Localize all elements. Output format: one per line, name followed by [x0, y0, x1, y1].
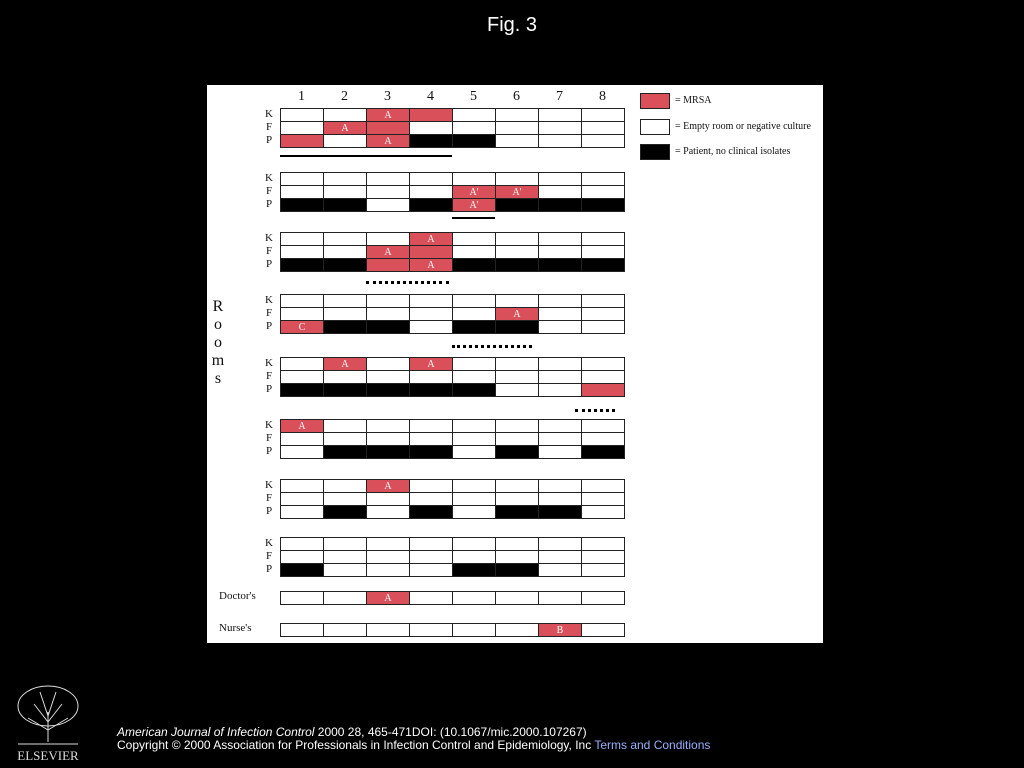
- room-cell: [323, 370, 367, 384]
- room-cell: [495, 432, 539, 446]
- room-cell: [323, 419, 367, 433]
- row-label: K: [265, 479, 273, 491]
- room-cell: [280, 185, 324, 199]
- room-cell: [280, 563, 324, 577]
- row-label: F: [265, 550, 273, 562]
- room-cell: [323, 108, 367, 122]
- room-cell: [323, 432, 367, 446]
- row-label: P: [265, 563, 273, 575]
- room-cell: [452, 550, 496, 564]
- room-cell: [452, 537, 496, 551]
- room-cell: [366, 432, 410, 446]
- legend-swatch-patient: [640, 144, 670, 160]
- room-cell: [409, 445, 453, 459]
- room-cell: [366, 370, 410, 384]
- room-cell: A': [452, 198, 496, 212]
- column-number: 4: [427, 89, 434, 104]
- terms-link[interactable]: Terms and Conditions: [591, 738, 711, 752]
- room-cell: [495, 232, 539, 246]
- room-cell: [280, 357, 324, 371]
- room-cell: [409, 307, 453, 321]
- room-cell: A': [452, 185, 496, 199]
- room-cell: A: [366, 245, 410, 259]
- legend-swatch-mrsa: [640, 93, 670, 109]
- room-cell: [323, 245, 367, 259]
- staff-cell: [409, 623, 453, 637]
- row-label: K: [265, 232, 273, 244]
- room-cell: [409, 419, 453, 433]
- room-cell: [581, 479, 625, 493]
- room-cell: [452, 245, 496, 259]
- room-cell: [538, 258, 582, 272]
- room-cell: [366, 563, 410, 577]
- room-cell: [366, 258, 410, 272]
- room-cell: [581, 134, 625, 148]
- staff-cell: [280, 623, 324, 637]
- room-cell: [409, 479, 453, 493]
- room-cell: [280, 537, 324, 551]
- citation-text: 2000 28, 465-471DOI: (10.1067/mic.2000.107267): [314, 725, 587, 739]
- room-cell: [538, 185, 582, 199]
- room-cell: [452, 121, 496, 135]
- room-cell: [280, 172, 324, 186]
- room-cell: A: [280, 419, 324, 433]
- column-number: 5: [470, 89, 477, 104]
- room-cell: [409, 172, 453, 186]
- spread-underline: [366, 281, 449, 284]
- room-cell: [452, 172, 496, 186]
- room-cell: [323, 198, 367, 212]
- room-cell: [366, 294, 410, 308]
- room-cell: [495, 198, 539, 212]
- room-cell: [366, 357, 410, 371]
- row-label: F: [265, 307, 273, 319]
- room-cell: A: [495, 307, 539, 321]
- rooms-axis-label: [210, 298, 226, 388]
- room-cell: [409, 505, 453, 519]
- room-cell: [538, 294, 582, 308]
- room-cell: [409, 370, 453, 384]
- room-cell: [280, 258, 324, 272]
- room-cell: [323, 258, 367, 272]
- room-cell: [323, 563, 367, 577]
- spread-underline: [452, 345, 532, 348]
- room-cell: [495, 121, 539, 135]
- room-cell: [452, 445, 496, 459]
- row-label: F: [265, 432, 273, 444]
- room-cell: [452, 563, 496, 577]
- room-cell: A: [366, 134, 410, 148]
- room-cell: [280, 307, 324, 321]
- room-cell: [280, 492, 324, 506]
- room-cell: [538, 108, 582, 122]
- room-cell: [495, 370, 539, 384]
- room-cell: [495, 563, 539, 577]
- staff-cell: [495, 591, 539, 605]
- room-cell: [280, 505, 324, 519]
- figure-panel: [207, 85, 823, 643]
- room-cell: [581, 294, 625, 308]
- room-cell: A: [409, 258, 453, 272]
- room-cell: [538, 550, 582, 564]
- room-cell: [581, 258, 625, 272]
- staff-cell: [538, 591, 582, 605]
- room-cell: [581, 320, 625, 334]
- staff-label: Doctor's: [219, 590, 256, 602]
- legend-label: = Empty room or negative culture: [675, 121, 811, 132]
- room-cell: [280, 198, 324, 212]
- column-number: 1: [298, 89, 305, 104]
- row-label: P: [265, 505, 273, 517]
- spread-underline: [280, 155, 452, 157]
- spread-underline: [575, 409, 615, 412]
- room-cell: [323, 550, 367, 564]
- room-cell: [538, 172, 582, 186]
- room-cell: [452, 419, 496, 433]
- room-cell: [581, 198, 625, 212]
- room-cell: [581, 550, 625, 564]
- room-cell: [495, 419, 539, 433]
- staff-cell: [495, 623, 539, 637]
- room-cell: [495, 492, 539, 506]
- room-cell: [538, 121, 582, 135]
- staff-cell: [366, 623, 410, 637]
- room-cell: [280, 294, 324, 308]
- row-label: P: [265, 198, 273, 210]
- room-cell: [323, 537, 367, 551]
- copyright-text: Copyright © 2000 Association for Professionals in Infection Control and Epidemiology, Inc: [117, 738, 592, 752]
- room-cell: [581, 307, 625, 321]
- room-cell: [366, 492, 410, 506]
- room-cell: [280, 134, 324, 148]
- row-label: K: [265, 357, 273, 369]
- rooms-label-letter: o: [214, 316, 222, 333]
- room-cell: A: [366, 108, 410, 122]
- room-cell: [581, 492, 625, 506]
- room-cell: [452, 370, 496, 384]
- room-cell: [280, 383, 324, 397]
- room-cell: [323, 172, 367, 186]
- staff-cell: [581, 591, 625, 605]
- room-cell: [280, 479, 324, 493]
- room-cell: [409, 121, 453, 135]
- rooms-label-letter: s: [214, 370, 222, 387]
- room-cell: [538, 307, 582, 321]
- room-cell: [323, 185, 367, 199]
- room-cell: [538, 370, 582, 384]
- room-cell: [366, 550, 410, 564]
- room-cell: [323, 505, 367, 519]
- room-cell: [495, 479, 539, 493]
- staff-cell: [323, 623, 367, 637]
- column-number: 3: [384, 89, 391, 104]
- room-cell: [538, 432, 582, 446]
- room-cell: [409, 563, 453, 577]
- room-cell: [495, 294, 539, 308]
- legend-label: = Patient, no clinical isolates: [675, 146, 791, 157]
- room-cell: [538, 492, 582, 506]
- room-cell: [323, 134, 367, 148]
- room-cell: [452, 432, 496, 446]
- room-cell: [452, 479, 496, 493]
- room-cell: [366, 383, 410, 397]
- room-cell: A: [366, 479, 410, 493]
- room-cell: [452, 505, 496, 519]
- staff-cell: [452, 623, 496, 637]
- room-cell: [495, 445, 539, 459]
- room-cell: [409, 537, 453, 551]
- room-cell: A: [323, 121, 367, 135]
- row-label: K: [265, 172, 273, 184]
- room-cell: [323, 307, 367, 321]
- room-cell: [323, 479, 367, 493]
- room-cell: [323, 492, 367, 506]
- column-number: 8: [599, 89, 606, 104]
- room-cell: [452, 383, 496, 397]
- room-cell: [452, 357, 496, 371]
- room-cell: [409, 294, 453, 308]
- room-cell: [538, 505, 582, 519]
- room-cell: [538, 232, 582, 246]
- room-cell: [366, 307, 410, 321]
- room-cell: [323, 445, 367, 459]
- room-cell: [280, 245, 324, 259]
- room-cell: [366, 505, 410, 519]
- room-cell: [581, 370, 625, 384]
- row-label: P: [265, 320, 273, 332]
- room-cell: [581, 505, 625, 519]
- room-cell: [581, 108, 625, 122]
- room-cell: [409, 550, 453, 564]
- column-number: 7: [556, 89, 563, 104]
- staff-cell: A: [366, 591, 410, 605]
- row-label: F: [265, 492, 273, 504]
- rooms-label-letter: o: [214, 334, 222, 351]
- room-cell: [538, 383, 582, 397]
- staff-cell: [452, 591, 496, 605]
- room-cell: [538, 320, 582, 334]
- room-cell: [366, 537, 410, 551]
- room-cell: [495, 134, 539, 148]
- room-cell: [538, 134, 582, 148]
- staff-cell: [581, 623, 625, 637]
- room-cell: [366, 419, 410, 433]
- room-cell: [452, 134, 496, 148]
- room-cell: [409, 198, 453, 212]
- room-cell: [409, 245, 453, 259]
- room-cell: [323, 232, 367, 246]
- room-cell: [452, 258, 496, 272]
- room-cell: [323, 383, 367, 397]
- room-cell: [452, 232, 496, 246]
- room-cell: [495, 537, 539, 551]
- room-cell: [409, 134, 453, 148]
- row-label: F: [265, 121, 273, 133]
- row-label: K: [265, 537, 273, 549]
- room-cell: [538, 563, 582, 577]
- page-title: Fig. 3: [486, 14, 538, 36]
- room-cell: [409, 320, 453, 334]
- room-cell: [409, 185, 453, 199]
- room-cell: [280, 445, 324, 459]
- room-cell: [366, 198, 410, 212]
- room-cell: [409, 108, 453, 122]
- room-cell: [280, 108, 324, 122]
- room-cell: [495, 172, 539, 186]
- staff-cell: B: [538, 623, 582, 637]
- room-cell: A: [409, 232, 453, 246]
- room-cell: [495, 383, 539, 397]
- column-number: 2: [341, 89, 348, 104]
- room-cell: [452, 108, 496, 122]
- room-cell: [538, 479, 582, 493]
- room-cell: [409, 492, 453, 506]
- room-cell: [495, 357, 539, 371]
- room-cell: [581, 445, 625, 459]
- row-label: P: [265, 258, 273, 270]
- room-cell: [581, 121, 625, 135]
- room-cell: [280, 232, 324, 246]
- row-label: F: [265, 185, 273, 197]
- room-cell: [495, 550, 539, 564]
- room-cell: [409, 432, 453, 446]
- room-cell: [280, 121, 324, 135]
- room-cell: [452, 307, 496, 321]
- room-cell: [409, 383, 453, 397]
- row-label: F: [265, 245, 273, 257]
- room-cell: [452, 294, 496, 308]
- room-cell: [581, 563, 625, 577]
- staff-cell: [409, 591, 453, 605]
- staff-label: Nurse's: [219, 622, 252, 634]
- room-cell: [581, 357, 625, 371]
- column-number: 6: [513, 89, 520, 104]
- room-cell: [581, 383, 625, 397]
- publisher-name: ELSEVIER: [17, 748, 79, 763]
- spread-underline: [452, 217, 495, 219]
- rooms-label-letter: R: [212, 298, 224, 315]
- room-cell: [366, 445, 410, 459]
- elsevier-logo: [10, 682, 86, 764]
- room-cell: [495, 245, 539, 259]
- room-cell: [366, 172, 410, 186]
- room-cell: [323, 320, 367, 334]
- row-label: P: [265, 445, 273, 457]
- row-label: K: [265, 294, 273, 306]
- room-cell: C: [280, 320, 324, 334]
- room-cell: [366, 232, 410, 246]
- legend-swatch-empty: [640, 119, 670, 135]
- row-label: K: [265, 419, 273, 431]
- citation-footer: [117, 726, 757, 752]
- room-cell: [538, 445, 582, 459]
- room-cell: A': [495, 185, 539, 199]
- journal-name: American Journal of Infection Control: [117, 725, 315, 739]
- room-cell: [323, 294, 367, 308]
- room-cell: [581, 232, 625, 246]
- room-cell: A: [323, 357, 367, 371]
- staff-cell: [280, 591, 324, 605]
- room-cell: [366, 185, 410, 199]
- row-label: K: [265, 108, 273, 120]
- legend-label: = MRSA: [675, 95, 712, 106]
- row-label: F: [265, 370, 273, 382]
- room-cell: [280, 432, 324, 446]
- room-cell: [366, 121, 410, 135]
- room-cell: [538, 357, 582, 371]
- rooms-label-letter: m: [211, 352, 225, 369]
- room-cell: [495, 108, 539, 122]
- room-cell: [538, 419, 582, 433]
- room-cell: [280, 550, 324, 564]
- room-cell: [366, 320, 410, 334]
- room-cell: [581, 419, 625, 433]
- room-cell: [581, 537, 625, 551]
- room-cell: [581, 245, 625, 259]
- room-cell: A: [409, 357, 453, 371]
- room-cell: [280, 370, 324, 384]
- room-cell: [452, 320, 496, 334]
- staff-cell: [323, 591, 367, 605]
- room-cell: [538, 245, 582, 259]
- room-cell: [581, 185, 625, 199]
- row-label: P: [265, 134, 273, 146]
- room-cell: [495, 505, 539, 519]
- room-cell: [495, 320, 539, 334]
- room-cell: [538, 198, 582, 212]
- room-cell: [581, 432, 625, 446]
- room-cell: [581, 172, 625, 186]
- row-label: P: [265, 383, 273, 395]
- room-cell: [495, 258, 539, 272]
- room-cell: [452, 492, 496, 506]
- room-cell: [538, 537, 582, 551]
